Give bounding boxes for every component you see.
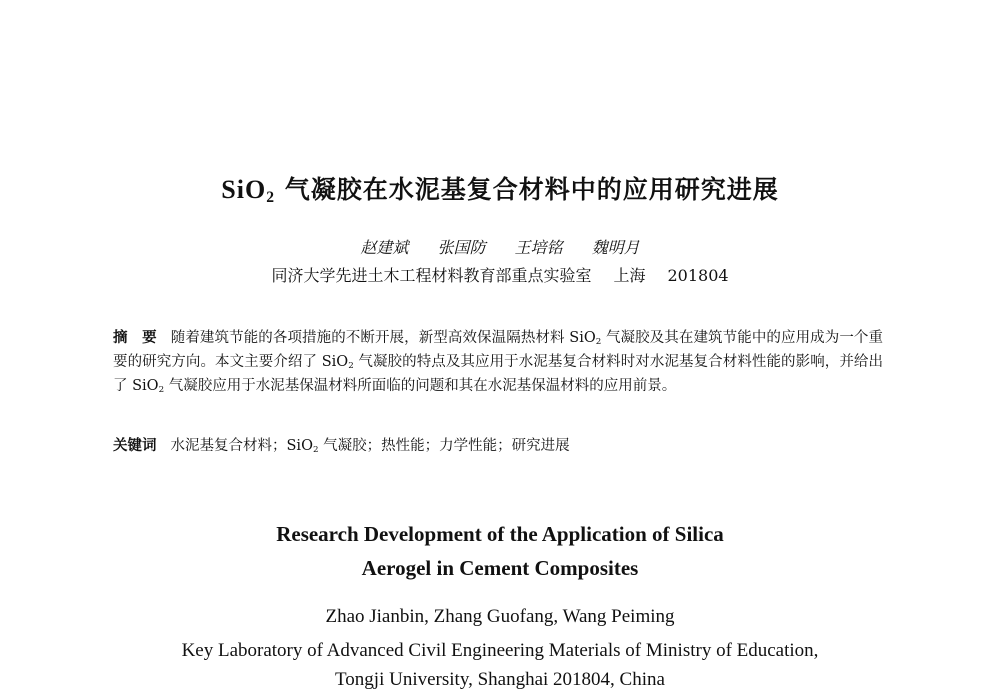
english-title-line-1: Research Development of the Application of Silica xyxy=(276,522,724,546)
english-title xyxy=(0,517,1000,585)
abstract-subscript-3: 2 xyxy=(158,385,165,396)
chinese-affiliation-postcode: 201804 xyxy=(667,266,729,285)
chinese-title-chem-base: SiO xyxy=(221,175,267,204)
chinese-title-text: 气凝胶在水泥基复合材料中的应用研究进展 xyxy=(275,175,779,204)
chinese-affiliation-institution: 同济大学先进土木工程材料教育部重点实验室 xyxy=(271,266,592,285)
abstract-subscript-2: 2 xyxy=(348,361,354,372)
abstract-text-part-3: 气凝胶的特点及其应用于水泥基复合材料时对水泥基复合材料性能的影响，并给出了 SiO xyxy=(113,354,883,394)
chinese-author-1: 赵建斌 xyxy=(360,238,409,257)
abstract-text-part-1: 随着建筑节能的各项措施的不断开展，新型高效保温隔热材料 SiO xyxy=(170,330,596,346)
chinese-author-4: 魏明月 xyxy=(591,238,640,257)
keywords-subscript-1: 2 xyxy=(312,445,319,456)
abstract-subscript-1: 2 xyxy=(595,337,602,348)
chinese-keywords xyxy=(113,434,883,458)
english-affiliation-line-2: Tongji University, Shanghai 201804, China xyxy=(335,669,665,690)
abstract-text-part-4: 气凝胶应用于水泥基保温材料所面临的问题和其在水泥基保温材料的应用前景。 xyxy=(164,378,677,394)
abstract-text-part-2: 气凝胶及其在建筑节能中的应用成为一个重要的研究方向。本文主要介绍了 SiO xyxy=(113,330,884,370)
abstract-label: 摘 要 xyxy=(113,330,157,346)
chinese-affiliation xyxy=(0,263,1000,286)
english-affiliation xyxy=(0,636,1000,694)
english-authors: Zhao Jianbin, Zhang Guofang, Wang Peiming xyxy=(325,606,675,627)
keywords-text-part-2: 气凝胶；热性能；力学性能；研究进展 xyxy=(318,438,570,454)
keywords-text-part-1: 水泥基复合材料；SiO xyxy=(170,438,313,454)
chinese-title xyxy=(0,170,1000,206)
english-title-line-2: Aerogel in Cement Composites xyxy=(361,556,639,580)
chinese-author-2: 张国防 xyxy=(437,238,486,257)
english-affiliation-line-1: Key Laboratory of Advanced Civil Engineering Materials of Ministry of Education, xyxy=(181,640,819,661)
keywords-label: 关键词 xyxy=(113,438,157,454)
chinese-affiliation-city: 上海 xyxy=(613,266,646,285)
chinese-authors xyxy=(0,235,1000,258)
chinese-author-3: 王培铭 xyxy=(514,238,563,257)
chinese-abstract xyxy=(113,326,883,398)
chinese-title-chem-subscript: 2 xyxy=(266,188,275,206)
chinese-title-chem xyxy=(221,175,275,204)
